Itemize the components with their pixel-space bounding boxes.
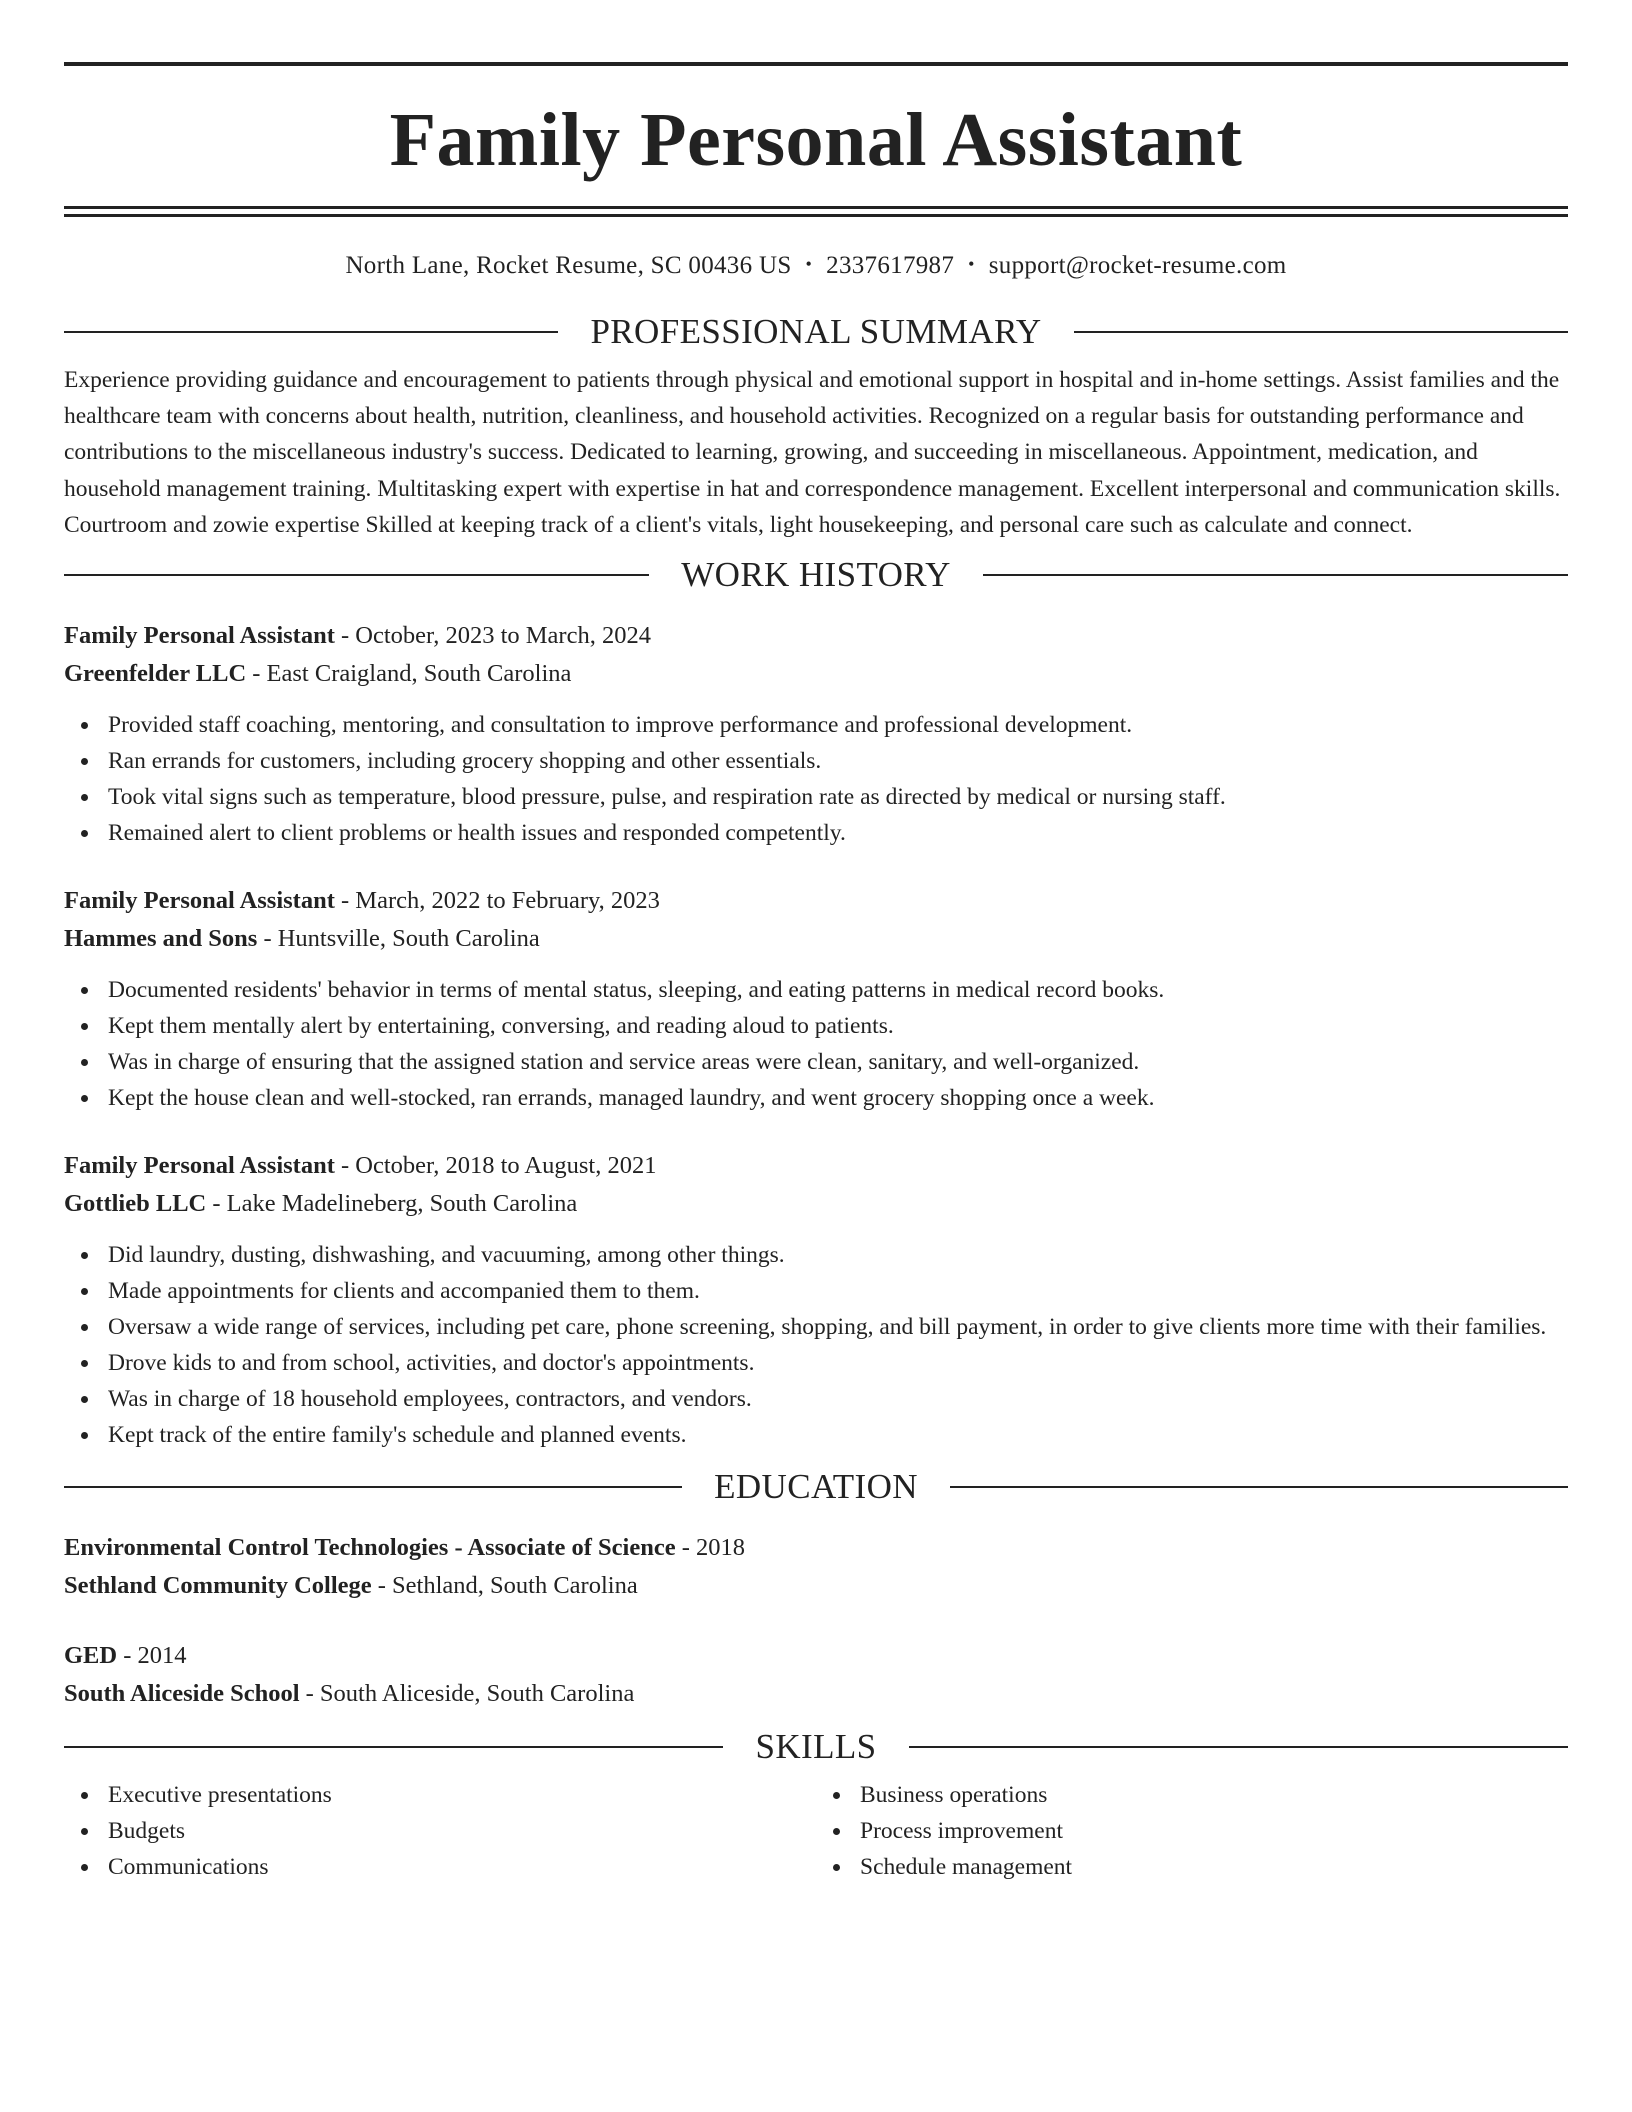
job-company: Greenfelder LLC	[64, 660, 247, 688]
job-location: - East Craigland, South Carolina	[246, 660, 572, 688]
education-school-line	[64, 1675, 1568, 1713]
section-header-summary	[64, 312, 1568, 352]
skills-column-left	[64, 1777, 816, 1885]
contact-phone: 2337617987	[826, 252, 955, 279]
job-bullet: Remained alert to client problems or health issues and responded competently.	[108, 815, 1568, 851]
contact-address: North Lane, Rocket Resume, SC 00436 US	[345, 252, 792, 279]
job-company-line	[64, 655, 1568, 693]
skill-item: Communications	[108, 1849, 816, 1885]
job-entry	[64, 617, 1568, 851]
job-dates: - March, 2022 to February, 2023	[334, 887, 660, 915]
education-degree: Environmental Control Technologies - Associate of Science	[64, 1534, 676, 1562]
education-degree: GED	[64, 1642, 118, 1670]
section-header-education	[64, 1467, 1568, 1507]
job-bullet: Kept them mentally alert by entertaining, conversing, and reading aloud to patients.	[108, 1008, 1568, 1044]
skill-item: Process improvement	[860, 1813, 1568, 1849]
job-bullet: Documented residents' behavior in terms of mental status, sleeping, and eating patterns in medical record books.	[108, 972, 1568, 1008]
education-entry	[64, 1529, 1568, 1605]
section-rule	[909, 1746, 1568, 1748]
job-title-line	[64, 1147, 1568, 1185]
job-entry	[64, 1147, 1568, 1453]
job-title-line	[64, 882, 1568, 920]
job-bullet: Oversaw a wide range of services, including pet care, phone screening, shopping, and bill payment, in order to give clients more time with their families.	[108, 1309, 1568, 1345]
job-title: Family Personal Assistant	[64, 1152, 335, 1180]
job-title: Family Personal Assistant	[64, 887, 335, 915]
job-bullets	[64, 707, 1568, 851]
section-title: PROFESSIONAL SUMMARY	[590, 312, 1042, 351]
top-rule	[64, 62, 1568, 66]
section-rule	[950, 1486, 1568, 1488]
skill-item: Executive presentations	[108, 1777, 816, 1813]
contact-separator: •	[805, 254, 813, 274]
section-rule	[1074, 331, 1568, 333]
education-entry	[64, 1637, 1568, 1713]
skill-item: Schedule management	[860, 1849, 1568, 1885]
skills-column-right	[816, 1777, 1568, 1885]
section-rule	[983, 574, 1568, 576]
job-bullet: Kept the house clean and well-stocked, ran errands, managed laundry, and went grocery shopping once a week.	[108, 1080, 1568, 1116]
section-header-skills	[64, 1727, 1568, 1767]
job-bullet: Ran errands for customers, including grocery shopping and other essentials.	[108, 743, 1568, 779]
job-entry	[64, 882, 1568, 1116]
double-rule	[64, 206, 1568, 217]
job-bullets	[64, 972, 1568, 1116]
section-rule	[64, 331, 558, 333]
education-school-line	[64, 1567, 1568, 1605]
section-title: SKILLS	[755, 1727, 877, 1767]
job-bullet: Took vital signs such as temperature, blood pressure, pulse, and respiration rate as directed by medical or nursing staff.	[108, 779, 1568, 815]
job-bullet: Did laundry, dusting, dishwashing, and vacuuming, among other things.	[108, 1237, 1568, 1273]
section-rule	[64, 1746, 723, 1748]
education-location: - South Aliceside, South Carolina	[299, 1680, 635, 1708]
education-degree-line	[64, 1637, 1568, 1675]
skill-item: Business operations	[860, 1777, 1568, 1813]
job-title-line	[64, 617, 1568, 655]
education-location: - Sethland, South Carolina	[371, 1572, 638, 1600]
resume-name: Family Personal Assistant	[389, 98, 1243, 182]
skill-item: Budgets	[108, 1813, 816, 1849]
job-bullet: Drove kids to and from school, activities, and doctor's appointments.	[108, 1345, 1568, 1381]
job-bullet: Was in charge of ensuring that the assigned station and service areas were clean, sanitary, and well-organized.	[108, 1044, 1568, 1080]
skills-list	[64, 1777, 1568, 1885]
section-title: WORK HISTORY	[681, 555, 951, 595]
job-bullet: Kept track of the entire family's schedule and planned events.	[108, 1417, 1568, 1453]
job-company: Gottlieb LLC	[64, 1190, 207, 1218]
job-location: - Huntsville, South Carolina	[257, 925, 540, 953]
job-dates: - October, 2023 to March, 2024	[334, 622, 651, 650]
section-header-work	[64, 555, 1568, 595]
section-rule	[64, 1486, 682, 1488]
job-bullet: Made appointments for clients and accompanied them to them.	[108, 1273, 1568, 1309]
job-bullet: Provided staff coaching, mentoring, and consultation to improve performance and professional development.	[108, 707, 1568, 743]
contact-line	[64, 252, 1568, 280]
summary-text: Experience providing guidance and encouragement to patients through physical and emotional support in hospital and in-home settings. Assist families and the healthcare team with concerns about health, nutrition, cleanliness, and household activities. Recognized on a regular basis for outstanding performance and contributions to the miscellaneous industry's success. Dedicated to learning, growing, and succeeding in miscellaneous. Appointment, medication, and household management training. Multitasking expert with expertise in hat and correspondence management. Excellent interpersonal and communication skills. Courtroom and zowie expertise Skilled at keeping track of a client's vitals, light housekeeping, and personal care such as calculate and connect.	[64, 367, 1561, 538]
job-location: - Lake Madelineberg, South Carolina	[206, 1190, 578, 1218]
education-year: - 2018	[675, 1534, 746, 1562]
contact-email: support@rocket-resume.com	[988, 252, 1287, 279]
job-company-line	[64, 1185, 1568, 1223]
job-company-line	[64, 920, 1568, 958]
section-title: EDUCATION	[714, 1467, 918, 1507]
job-bullet: Was in charge of 18 household employees, contractors, and vendors.	[108, 1381, 1568, 1417]
job-bullets	[64, 1237, 1568, 1453]
education-school: South Aliceside School	[64, 1680, 300, 1708]
job-company: Hammes and Sons	[64, 925, 258, 953]
job-title: Family Personal Assistant	[64, 622, 335, 650]
job-dates: - October, 2018 to August, 2021	[334, 1152, 657, 1180]
education-degree-line	[64, 1529, 1568, 1567]
contact-separator: •	[968, 254, 975, 274]
section-rule	[64, 574, 649, 576]
education-year: - 2014	[117, 1642, 187, 1670]
education-school: Sethland Community College	[64, 1572, 372, 1600]
